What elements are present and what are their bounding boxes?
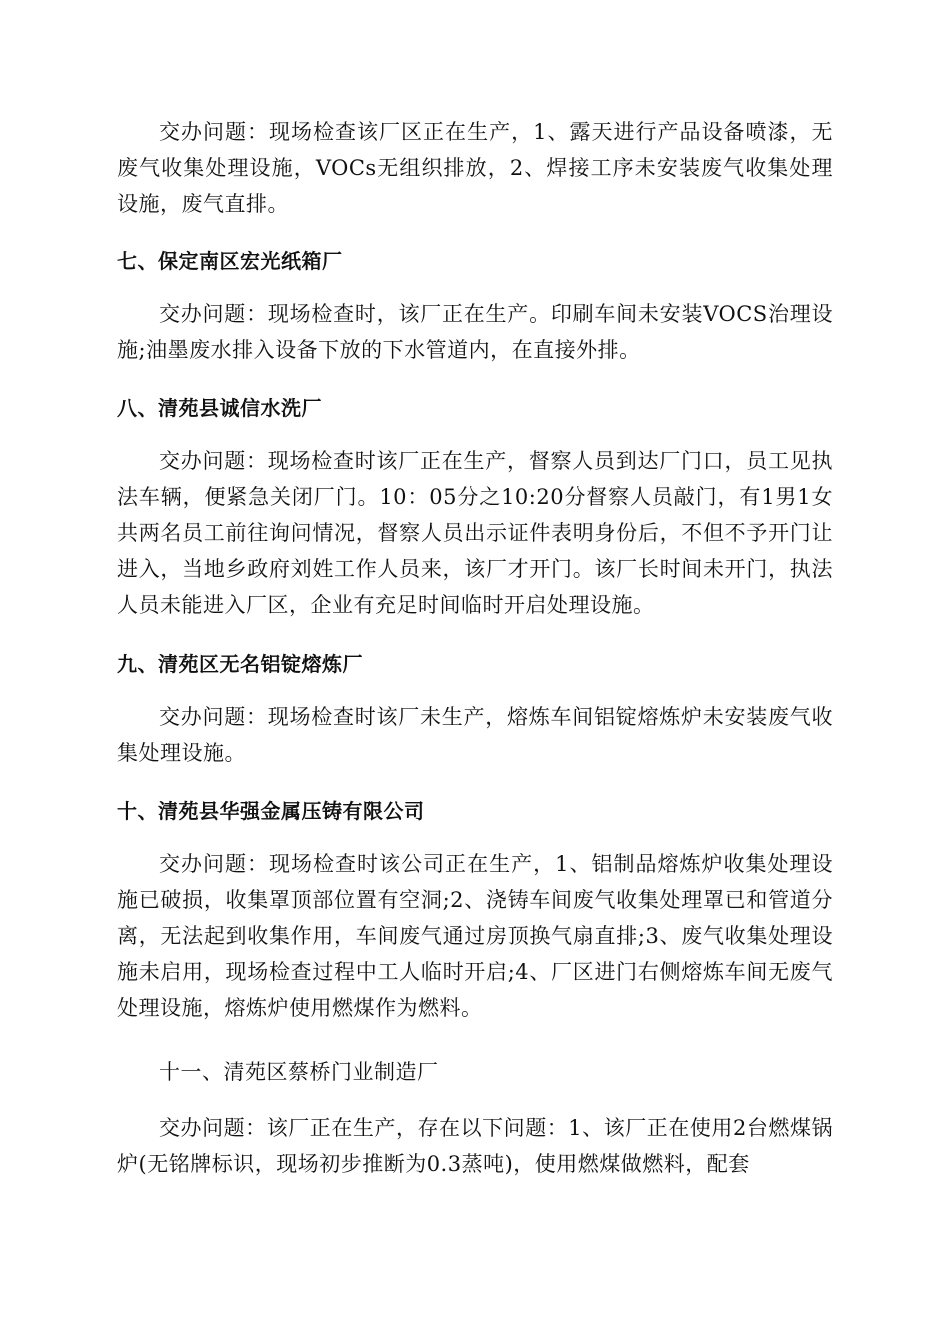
paragraph-section-7: 交办问题：现场检查时，该厂正在生产。印刷车间未安装VOCS治理设施;油墨废水排入设备下放的下水管道内，在直接外排。 bbox=[117, 302, 833, 362]
heading-section-7: 七、保定南区宏光纸箱厂 bbox=[117, 249, 343, 273]
paragraph-section-8: 交办问题：现场检查时该厂正在生产，督察人员到达厂门口，员工见执法车辆，便紧急关闭厂门。10：05分之10:20分督察人员敲门，有1男1女共两名员工前往询问情况，督察人员出示证件表明身份后，不但不予开门让进入，当地乡政府刘姓工作人员来，该厂才开门。该厂长时间未开门，执法人员未能进入厂区，企业有充足时间临时开启处理设施。 bbox=[117, 449, 833, 617]
paragraph-section-9: 交办问题：现场检查时该厂未生产，熔炼车间铝锭熔炼炉未安装废气收集处理设施。 bbox=[117, 705, 833, 765]
heading-section-10: 十、清苑县华强金属压铸有限公司 bbox=[117, 799, 425, 823]
paragraph-1: 交办问题：现场检查该厂区正在生产，1、露天进行产品设备喷漆，无废气收集处理设施，VOCs无组织排放，2、焊接工序未安装废气收集处理设施，废气直排。 bbox=[117, 120, 833, 216]
paragraph-section-11: 交办问题：该厂正在生产，存在以下问题：1、该厂正在使用2台燃煤锅炉(无铭牌标识，现场初步推断为0.3蒸吨)，使用燃煤做燃料，配套 bbox=[117, 1116, 833, 1176]
heading-section-8: 八、清苑县诚信水洗厂 bbox=[117, 396, 322, 420]
paragraph-section-10: 交办问题：现场检查时该公司正在生产，1、铝制品熔炼炉收集处理设施已破损，收集罩顶部位置有空洞;2、浇铸车间废气收集处理罩已和管道分离，无法起到收集作用，车间废气通过房顶换气扇直排;3、废气收集处理设施未启用，现场检查过程中工人临时开启;4、厂区进门右侧熔炼车间无废气处理设施，熔炼炉使用燃煤作为燃料。 bbox=[117, 852, 833, 1020]
heading-section-11: 十一、清苑区蔡桥门业制造厂 bbox=[159, 1060, 439, 1084]
heading-section-9: 九、清苑区无名铝锭熔炼厂 bbox=[117, 652, 363, 676]
